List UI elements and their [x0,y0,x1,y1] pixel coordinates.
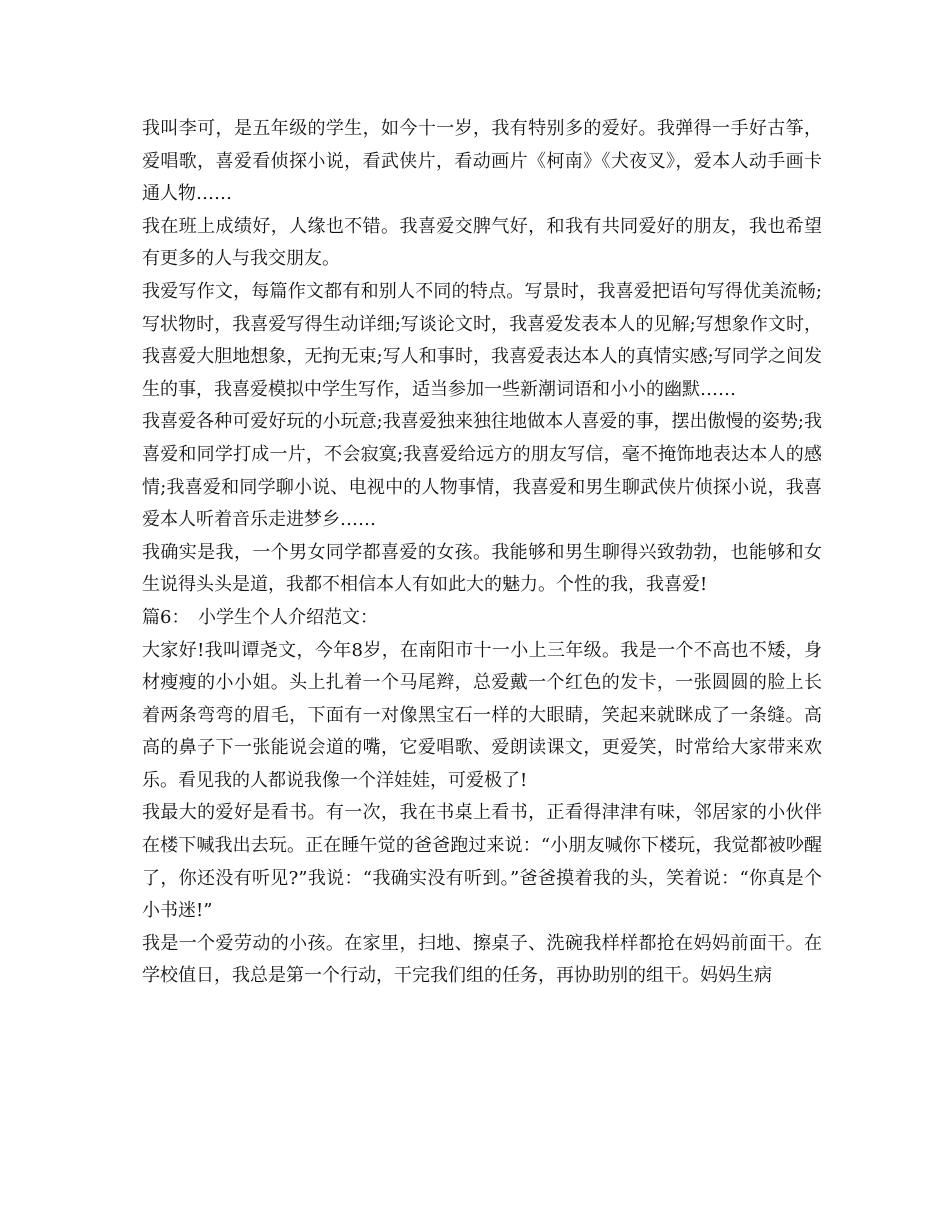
paragraph: 我确实是我，一个男女同学都喜爱的女孩。我能够和男生聊得兴致勃勃，也能够和女生说得头头是道，我都不相信本人有如此大的魅力。个性的我，我喜爱! [142,541,822,596]
section-number: 篇6： [142,606,190,628]
paragraph: 我喜爱各种可爱好玩的小玩意;我喜爱独来独往地做本人喜爱的事，摆出傲慢的姿势;我喜爱和同学打成一片，不会寂寞;我喜爱给远方的朋友写信，毫不掩饰地表达本人的感情;我喜爱和同学聊小说、电视中的人物事情，我喜爱和男生聊武侠片侦探小说，我喜爱本人听着音乐走进梦乡…… [142,411,822,531]
section-heading [142,602,822,635]
paragraph: 大家好!我叫谭尧文，今年8岁，在南阳市十一小上三年级。我是一个不高也不矮，身材瘦瘦的小小姐。头上扎着一个马尾辫，总爱戴一个红色的发卡，一张圆圆的脸上长着两条弯弯的眉毛，下面有一对像黑宝石一样的大眼睛，笑起来就眯成了一条缝。高高的鼻子下一张能说会道的嘴，它爱唱歌、爱朗读课文，更爱笑，时常给大家带来欢乐。看见我的人都说我像一个洋娃娃，可爱极了! [142,639,822,791]
paragraph: 我最大的爱好是看书。有一次，我在书桌上看书，正看得津津有味，邻居家的小伙伴在楼下喊我出去玩。正在睡午觉的爸爸跑过来说：“小朋友喊你下楼玩，我觉都被吵醒了，你还没有听见?”我说：“我确实没有听到。”爸爸摸着我的头，笑着说：“你真是个小书迷!” [142,802,822,922]
document-body [142,113,822,993]
section-title: 小学生个人介绍范文： [198,606,378,628]
paragraph: 我爱写作文，每篇作文都有和别人不同的特点。写景时，我喜爱把语句写得优美流畅;写状物时，我喜爱写得生动详细;写谈论文时，我喜爱发表本人的见解;写想象作文时，我喜爱大胆地想象，无拘无束;写人和事时，我喜爱表达本人的真情实感;写同学之间发生的事，我喜爱模拟中学生写作，适当参加一些新潮词语和小小的幽默…… [142,280,822,400]
paragraph: 我在班上成绩好，人缘也不错。我喜爱交脾气好，和我有共同爱好的朋友，我也希望有更多的人与我交朋友。 [142,215,822,270]
paragraph: 我是一个爱劳动的小孩。在家里，扫地、擦桌子、洗碗我样样都抢在妈妈前面干。在学校值日，我总是第一个行动，干完我们组的任务，再协助别的组干。妈妈生病 [142,932,822,987]
paragraph: 我叫李可，是五年级的学生，如今十一岁，我有特别多的爱好。我弹得一手好古筝，爱唱歌，喜爱看侦探小说，看武侠片，看动画片《柯南》《犬夜叉》，爱本人动手画卡通人物…… [142,118,822,205]
